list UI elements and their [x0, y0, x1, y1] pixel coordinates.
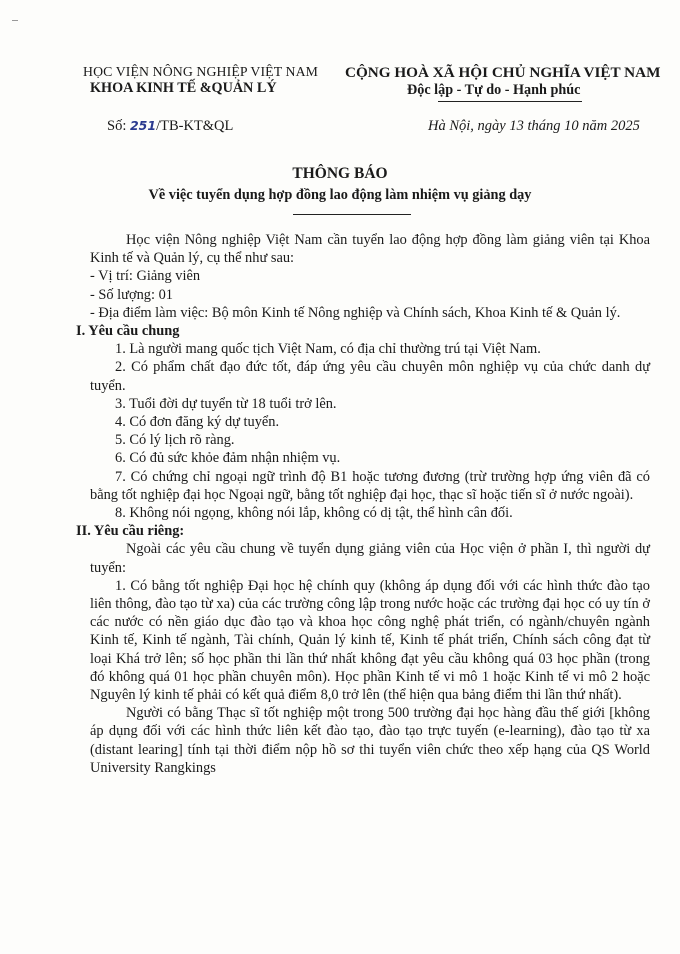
intro-bullet-location: - Địa điểm làm việc: Bộ môn Kinh tế Nông nghiệp và Chính sách, Khoa Kinh tế & Quản lý. — [90, 304, 621, 321]
org-name: HỌC VIỆN NÔNG NGHIỆP VIỆT NAM — [83, 64, 319, 79]
document-subtitle: Về việc tuyển dụng hợp đồng lao động làm nhiệm vụ giảng dạy — [148, 187, 532, 203]
country-name: CỘNG HOÀ XÃ HỘI CHỦ NGHĨA VIỆT NAM — [345, 64, 661, 81]
general-item: 4. Có đơn đăng ký dự tuyển. — [115, 414, 280, 431]
general-item: 2. Có phẩm chất đạo đức tốt, đáp ứng yêu cầu chuyên môn nghiệp vụ của chức danh dự tuyển. — [90, 359, 650, 394]
intro-bullet-quantity: - Số lượng: 01 — [90, 286, 173, 303]
title-underline — [293, 214, 411, 215]
general-item: 3. Tuổi đời dự tuyển từ 18 tuổi trở lên. — [115, 395, 337, 412]
section-heading-specific: II. Yêu cầu riêng: — [76, 523, 185, 540]
intro-bullet-position: - Vị trí: Giảng viên — [90, 268, 201, 285]
motto-underline — [438, 101, 582, 102]
specific-paragraph: Người có bằng Thạc sĩ tốt nghiệp một trong 500 trường đại học hàng đầu thế giới [không áp dụng đối với các hình thức liên kết đào tạo, đào tạo trực tuyến (e-learning), đào tạo từ xa (distant learing] tính tại thời điểm nộp hồ sơ thi tuyển viên chức theo xếp hạng của QS World University Rangkings — [90, 705, 650, 776]
document-date: Hà Nội, ngày 13 tháng 10 năm 2025 — [428, 118, 640, 134]
document-body — [76, 231, 650, 777]
scan-mark — [12, 20, 18, 21]
general-item: 7. Có chứng chỉ ngoại ngữ trình độ B1 hoặc tương đương (trừ trường hợp ứng viên đã có bằng tốt nghiệp đại học Ngoại ngữ, bằng tốt nghiệp đại học, thạc sĩ hoặc tiến sĩ ở nước ngoài). — [90, 468, 650, 503]
motto: Độc lập - Tự do - Hạnh phúc — [407, 82, 581, 98]
document-title: THÔNG BÁO — [292, 165, 388, 182]
general-item: 1. Là người mang quốc tịch Việt Nam, có địa chỉ thường trú tại Việt Nam. — [115, 341, 541, 358]
doc-number-suffix: /TB-KT&QL — [156, 118, 234, 134]
general-item: 6. Có đủ sức khỏe đảm nhận nhiệm vụ. — [115, 450, 341, 467]
specific-paragraph: 1. Có bằng tốt nghiệp Đại học hệ chính quy (không áp dụng đối với các hình thức đào tạo liên thông, đào tạo từ xa) của các trường công lập trong nước hoặc các trường đại học có uy tín ở các nước có nền giáo dục đào tạo và khoa học công nghệ phát triển, có ngành/chuyên ngành Kinh tế, Kinh tế ngành, Tài chính, Quản lý kinh tế, Kinh tế phát triển, Chính sách công đạt từ loại Khá trở lên; số học phần thi lần thứ nhất không đạt yêu cầu không quá 03 học phần (trong đó không quá 01 học phần chuyên môn). Học phần Kinh tế vi mô 1 hoặc Kinh tế vi mô 2 hoặc Nguyên lý kinh tế phải có kết quả điểm 8,0 trở lên (thể hiện qua bảng điểm thi lần thứ nhất). — [90, 577, 650, 704]
doc-number-handwritten: 251 — [129, 118, 157, 133]
general-item: 5. Có lý lịch rõ ràng. — [115, 432, 235, 449]
section-heading-general: I. Yêu cầu chung — [76, 323, 180, 340]
general-item: 8. Không nói ngọng, không nói lắp, không có dị tật, thể hình cân đối. — [115, 505, 513, 522]
intro-paragraph: Học viện Nông nghiệp Việt Nam cần tuyển lao động hợp đồng làm giảng viên tại Khoa Kinh tế và Quản lý, cụ thể như sau: — [90, 232, 650, 267]
document-number — [107, 118, 233, 135]
faculty-name: KHOA KINH TẾ &QUẢN LÝ — [90, 80, 277, 96]
doc-number-prefix: Số: — [107, 118, 130, 134]
specific-paragraph: Ngoài các yêu cầu chung về tuyển dụng giảng viên của Học viện ở phần I, thì người dự tuyển: — [90, 541, 650, 576]
